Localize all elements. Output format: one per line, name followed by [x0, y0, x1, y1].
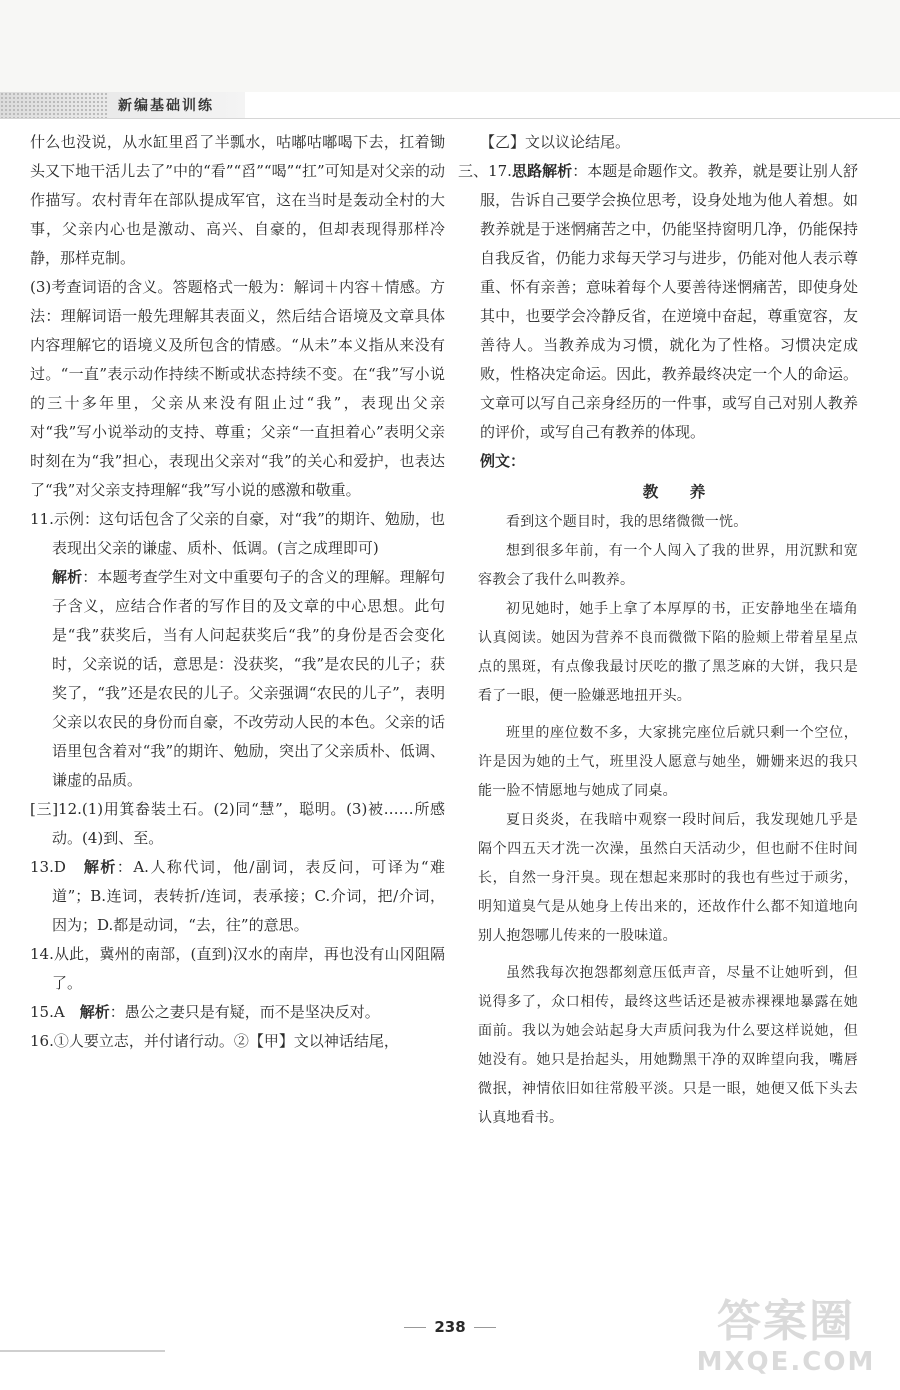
answer-15	[30, 998, 445, 1027]
answer-16: 16.①人要立志，并付诸行动。②【甲】文以神话结尾，	[30, 1032, 399, 1050]
answer-17-number: 三、17.	[458, 162, 512, 180]
analysis-label: 解析	[79, 1003, 110, 1021]
answer-13	[30, 853, 445, 940]
header-divider	[0, 118, 900, 119]
book-brand: 新编基础训练	[118, 98, 214, 114]
answer-12: [三]12.(1)用箕畚装土石。(2)同“慧”，聪明。(3)被……所感动。(4)到、至。	[30, 800, 445, 847]
analysis-label: 思路解析	[511, 162, 573, 180]
essay-paragraph: 看到这个题目时，我的思绪微微一恍。	[506, 514, 748, 530]
essay-paragraph: 夏日炎炎，在我暗中观察一段时间后，我发现她几乎是隔个四五天才洗一次澡，虽然白天活动少，但也耐不住时间长，自然一身汗臭。现在想起来那时的我也有些过于顽劣，明知道臭气是从她身上传出来的，还故作什么都不知道地向别人抱怨哪儿传来的一股味道。	[478, 812, 858, 944]
analysis-label: 解析	[52, 568, 83, 586]
essay-title: 教 养	[642, 482, 714, 501]
paragraph-gap	[458, 951, 858, 959]
paragraph-gap	[458, 711, 858, 719]
analysis-text: ：愚公之妻只是有疑，而不是坚决反对。	[109, 1003, 380, 1021]
answer-11-analysis	[30, 563, 445, 795]
answer-10-2-continued: 什么也没说，从水缸里舀了半瓢水，咕嘟咕嘟喝下去，扛着锄头又下地干活儿去了”中的“看”“舀”“喝”“扛”可知是对父亲的动作描写。农村青年在部队提成军官，这在当时是轰动全村的大事，父亲内心也是激动、高兴、自豪的，但却表现得那样冷静，那样克制。	[30, 133, 445, 267]
page-number-value: 238	[434, 1318, 466, 1336]
analysis-text: ：本题考查学生对文中重要句子的含义的理解。理解句子含义，应结合作者的写作目的及文章的中心思想。此句是“我”获奖后，当有人问起获奖后“我”的身份是否会变化时，父亲说的话，意思是：没获奖，“我”是农民的儿子；获奖了，“我”还是农民的儿子。父亲强调“农民的儿子”，表明父亲以农民的身份而自豪，不改劳动人民的本色。父亲的话语里包含着对“我”的期许、勉励，突出了父亲质朴、低调、谦虚的品质。	[52, 568, 445, 789]
answer-15-key: 15.A	[30, 1003, 80, 1021]
essay-paragraph: 初见她时，她手上拿了本厚厚的书，正安静地坐在墙角认真阅读。她因为营养不良而微微下陷的脸颊上带着星星点点的黑斑，有点像我最讨厌吃的撒了黑芝麻的大饼，我只是看了一眼，便一脸嫌恶地扭开头。	[478, 601, 858, 704]
answer-17	[458, 157, 858, 447]
answer-14: 14.从此，冀州的南部，(直到)汉水的南岸，再也没有山冈阻隔了。	[30, 945, 445, 992]
left-column	[30, 128, 445, 1056]
analysis-label: 解析	[83, 858, 117, 876]
answer-16-continued: 【乙】文以议论结尾。	[480, 133, 631, 151]
watermark-chars: 答案圈	[717, 1296, 855, 1347]
watermark-url: MXQE.COM	[696, 1347, 876, 1377]
page-number-dash	[474, 1327, 496, 1328]
answer-11: 11.示例：这句话包含了父亲的自豪，对“我”的期许、勉励，也表现出父亲的谦虚、质朴、低调。(言之成理即可)	[30, 510, 445, 557]
analysis-text: ：A.人称代词，他/副词，表反问，可译为“难道”；B.连词，表转折/连词，表承接；C.介词，把/介词，因为；D.都是动词，“去，往”的意思。	[52, 858, 445, 934]
answer-13-key: 13.D	[30, 858, 84, 876]
example-label: 例文：	[480, 452, 526, 470]
page-number-dash	[404, 1327, 426, 1328]
site-watermark	[686, 1298, 886, 1388]
header-dot-pattern	[0, 92, 108, 118]
essay-paragraph: 班里的座位数不多，大家挑完座位后就只剩一个空位，许是因为她的土气，班里没人愿意与她坐，姗姗来迟的我只能一脸不情愿地与她成了同桌。	[478, 725, 858, 799]
essay-paragraph: 想到很多年前，有一个人闯入了我的世界，用沉默和宽容教会了我什么叫教养。	[478, 543, 858, 588]
answer-10-3: (3)考查词语的含义。答题格式一般为：解词＋内容＋情感。方法：理解词语一般先理解其表面义，然后结合语境及文章具体内容理解它的语境义及所包含的情感。“从未”本义指从来没有过。“一直”表示动作持续不断或状态持续不变。在“我”写小说的三十多年里，父亲从来没有阻止过“我”，表现出父亲对“我”写小说举动的支持、尊重；父亲“一直担着心”表明父亲时刻在为“我”担心，表现出父亲对“我”的关心和爱护，也表达了“我”对父亲支持理解“我”写小说的感激和敬重。	[30, 278, 445, 499]
analysis-text: ：本题是命题作文。教养，就是要让别人舒服，告诉自己要学会换位思考，设身处地为他人着想。如教养就是于迷惘痛苦之中，仍能坚持窗明几净，仍能保持自我反省，仍能力求每天学习与进步，仍能对他人表示尊重、怀有亲善；意味着每个人要善待迷惘痛苦，即使身处其中，也要学会冷静反省，在逆境中奋起，尊重宽容，友善待人。当教养成为习惯，就化为了性格。习惯决定成败，性格决定命运。因此，教养最终决定一个人的命运。文章可以写自己亲身经历的一件事，或写自己对别人教养的评价，或写自己有教养的体现。	[480, 162, 858, 441]
footer-bar	[0, 1350, 165, 1352]
essay-paragraph: 虽然我每次抱怨都刻意压低声音，尽量不让她听到，但说得多了，众口相传，最终这些话还是被赤裸裸地暴露在她面前。我以为她会站起身大声质问我为什么要这样说她，但她没有。她只是抬起头，用她黝黑干净的双眸望向我，嘴唇微抿，神情依旧如往常般平淡。只是一眼，她便又低下头去认真地看书。	[478, 965, 858, 1126]
right-column	[458, 128, 858, 1133]
top-margin	[0, 0, 900, 92]
